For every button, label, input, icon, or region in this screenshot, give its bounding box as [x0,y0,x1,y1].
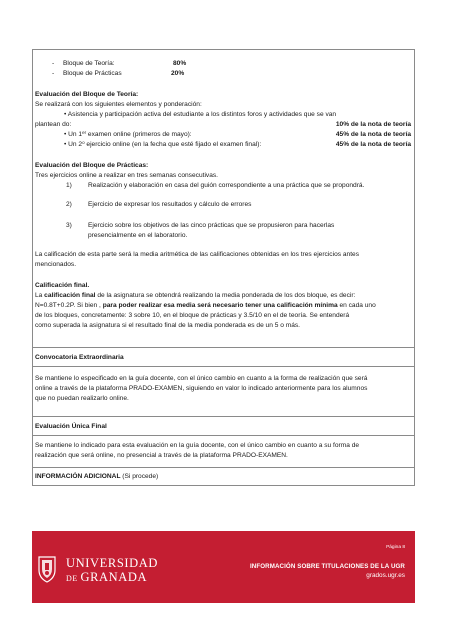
theory-item2: • Un 1er examen online (primeros de mayo): [64,130,192,138]
practice-block-value: 20% [171,70,185,77]
practice-item-2-text: Ejercicio de expresar los resultados y cálculo de errores [88,201,252,208]
practice-item-2-num: 2) [66,201,72,208]
university-crest-icon [36,555,58,583]
theory-eval-intro: Se realizará con los siguientes elementos y ponderación: [35,101,202,108]
unica-line1: Se mantiene lo indicado para esta evaluación en la guía docente, con el único cambio en cuanto a su forma de [35,442,360,449]
titulaciones-info: INFORMACIÓN SOBRE TITULACIONES DE LA UGR [249,563,405,570]
practice-block-label: Bloque de Prácticas [63,70,122,77]
theory-item3-weight: 45% de la nota de teoría [335,141,411,148]
final-grade-heading: Calificación final. [35,282,90,289]
theory-item1-line1: • Asistencia y participación activa del estudiante a los distintos foros y actividades que se van [64,111,337,118]
theory-item1-line2: plantean do: [35,121,72,128]
practice-item-1-num: 1) [66,182,72,189]
practice-eval-intro: Tres ejercicios online a realizar en tres semanas consecutivas. [35,172,218,179]
grading-section: - Bloque de Teoría: 80% - Bloque de Prácticas 20% Evaluación del Bloque de Teoría: Se realizará con los siguientes elementos y ponderación: • Asistencia y participación activa del estudiante a los distintos foros y actividades que se van plantean do: 10% de la nota de teoría • Un 1er examen online (primeros de mayo): 45% de la nota de teoría • Un 2$^o$ ejercicio online (en la fecha que esté fijado el examen final): 45% de la nota de teoría Evaluación del Bloque de Prácticas: Tres ejercicios online a realizar en tres semanas consecutivas. 1) Realización y elaboración en casa del guión correspondiente a una práctica que se propondrá. 2) Ejercicio de expresar los resultados y cálculo de errores 3) Ejercicio sobre los objetivos de las cinco prácticas que se propusieron para hacerlas presencialmente en el laboratorio. La calificación de esta parte será la media aritmética de las calificaciones obtenidas en los tres ejercicios antes mencionados. Calificación final. La calificación final de la asignatura se obtendrá realizando la media ponderada de los dos bloque, es decir: N=0.8T+0.2P. Si bien , para poder realizar esa media será necesario tener una calificación mínima en cada uno de los bloques, concretamente: 3 sobre 10, en el bloque de prácticas y 3.5/10 en el de teoría. Se entenderá como superada la asignatura si el resultado final de la media ponderada es de un 5 o más. [35,60,411,329]
extraordinaria-line3: que no puedan realizarlo online. [35,395,129,402]
practice-note-line2: mencionados. [35,261,77,268]
unica-body [33,435,414,467]
theory-eval-heading: Evaluación del Bloque de Teoría: [35,91,139,98]
university-name-line1: UNIVERSIDAD [66,556,159,570]
unica-header [33,416,414,435]
theory-item3: • Un 2$^o$ ejercicio online (en la fecha que esté fijado el examen final): [64,140,262,148]
final-grade-line3: de los bloques, concretamente: 3 sobre 10, en el bloque de prácticas y 3.5/10 en el de teoría. Se entenderá [35,312,350,319]
extraordinaria-heading: Convocatoria Extraordinaria [35,354,124,361]
adicional-heading: INFORMACIÓN ADICIONAL (Si procede) [35,473,159,480]
practice-item-3-text-cont: presencialmente en el laboratorio. [88,232,188,239]
extraordinaria-body [33,366,414,416]
extraordinaria-line2: online a través de la plataforma PRADO-EXAMEN, siguiendo en valor lo indicado anteriormente para los alumnos [35,385,368,392]
practice-note-line1: La calificación de esta parte será la media aritmética de las calificaciones obtenidas en los tres ejercicios antes [35,251,359,258]
practice-item-1-text: Realización y elaboración en casa del guión correspondiente a una práctica que se propondrá. [88,182,365,189]
page-number: Página 8 [386,545,405,550]
adicional-header [33,467,414,485]
final-grade-line1: La calificación final de la asignatura se obtendrá realizando la media ponderada de los dos bloque, es decir: [35,292,356,299]
content-box [32,49,415,486]
university-name [66,557,158,585]
final-grade-line2: N=0.8T+0.2P. Si bien , para poder realizar esa media será necesario tener una calificación mínima en cada uno [35,302,376,309]
unica-heading: Evaluación Única Final [35,423,107,430]
theory-block-label: Bloque de Teoría: [63,60,115,67]
extraordinaria-header [33,347,414,366]
theory-item2-weight: 45% de la nota de teoría [335,131,411,138]
practice-eval-heading: Evaluación del Bloque de Prácticas: [35,162,149,169]
theory-item1-weight: 10% de la nota de teoría [335,121,411,128]
footer-band [32,531,415,603]
practice-item-3-text: Ejercicio sobre los objetivos de las cinco prácticas que se propusieron para hacerlas [88,222,335,229]
unica-line2: realización que será online, no presencial a través de la plataforma PRADO-EXAMEN. [35,452,288,459]
extraordinaria-line1: Se mantiene lo especificado en la guía docente, con el único cambio en cuanto a la forma de realización que será [35,375,368,382]
theory-block-value: 80% [173,60,187,67]
grados-link[interactable]: grados.ugr.es [366,572,405,579]
university-name-line2: DE GRANADA [66,570,148,584]
practice-item-3-num: 3) [66,222,72,229]
final-grade-line4: como superada la asignatura si el resultado final de la media ponderada es de un 5 o más. [35,322,301,329]
